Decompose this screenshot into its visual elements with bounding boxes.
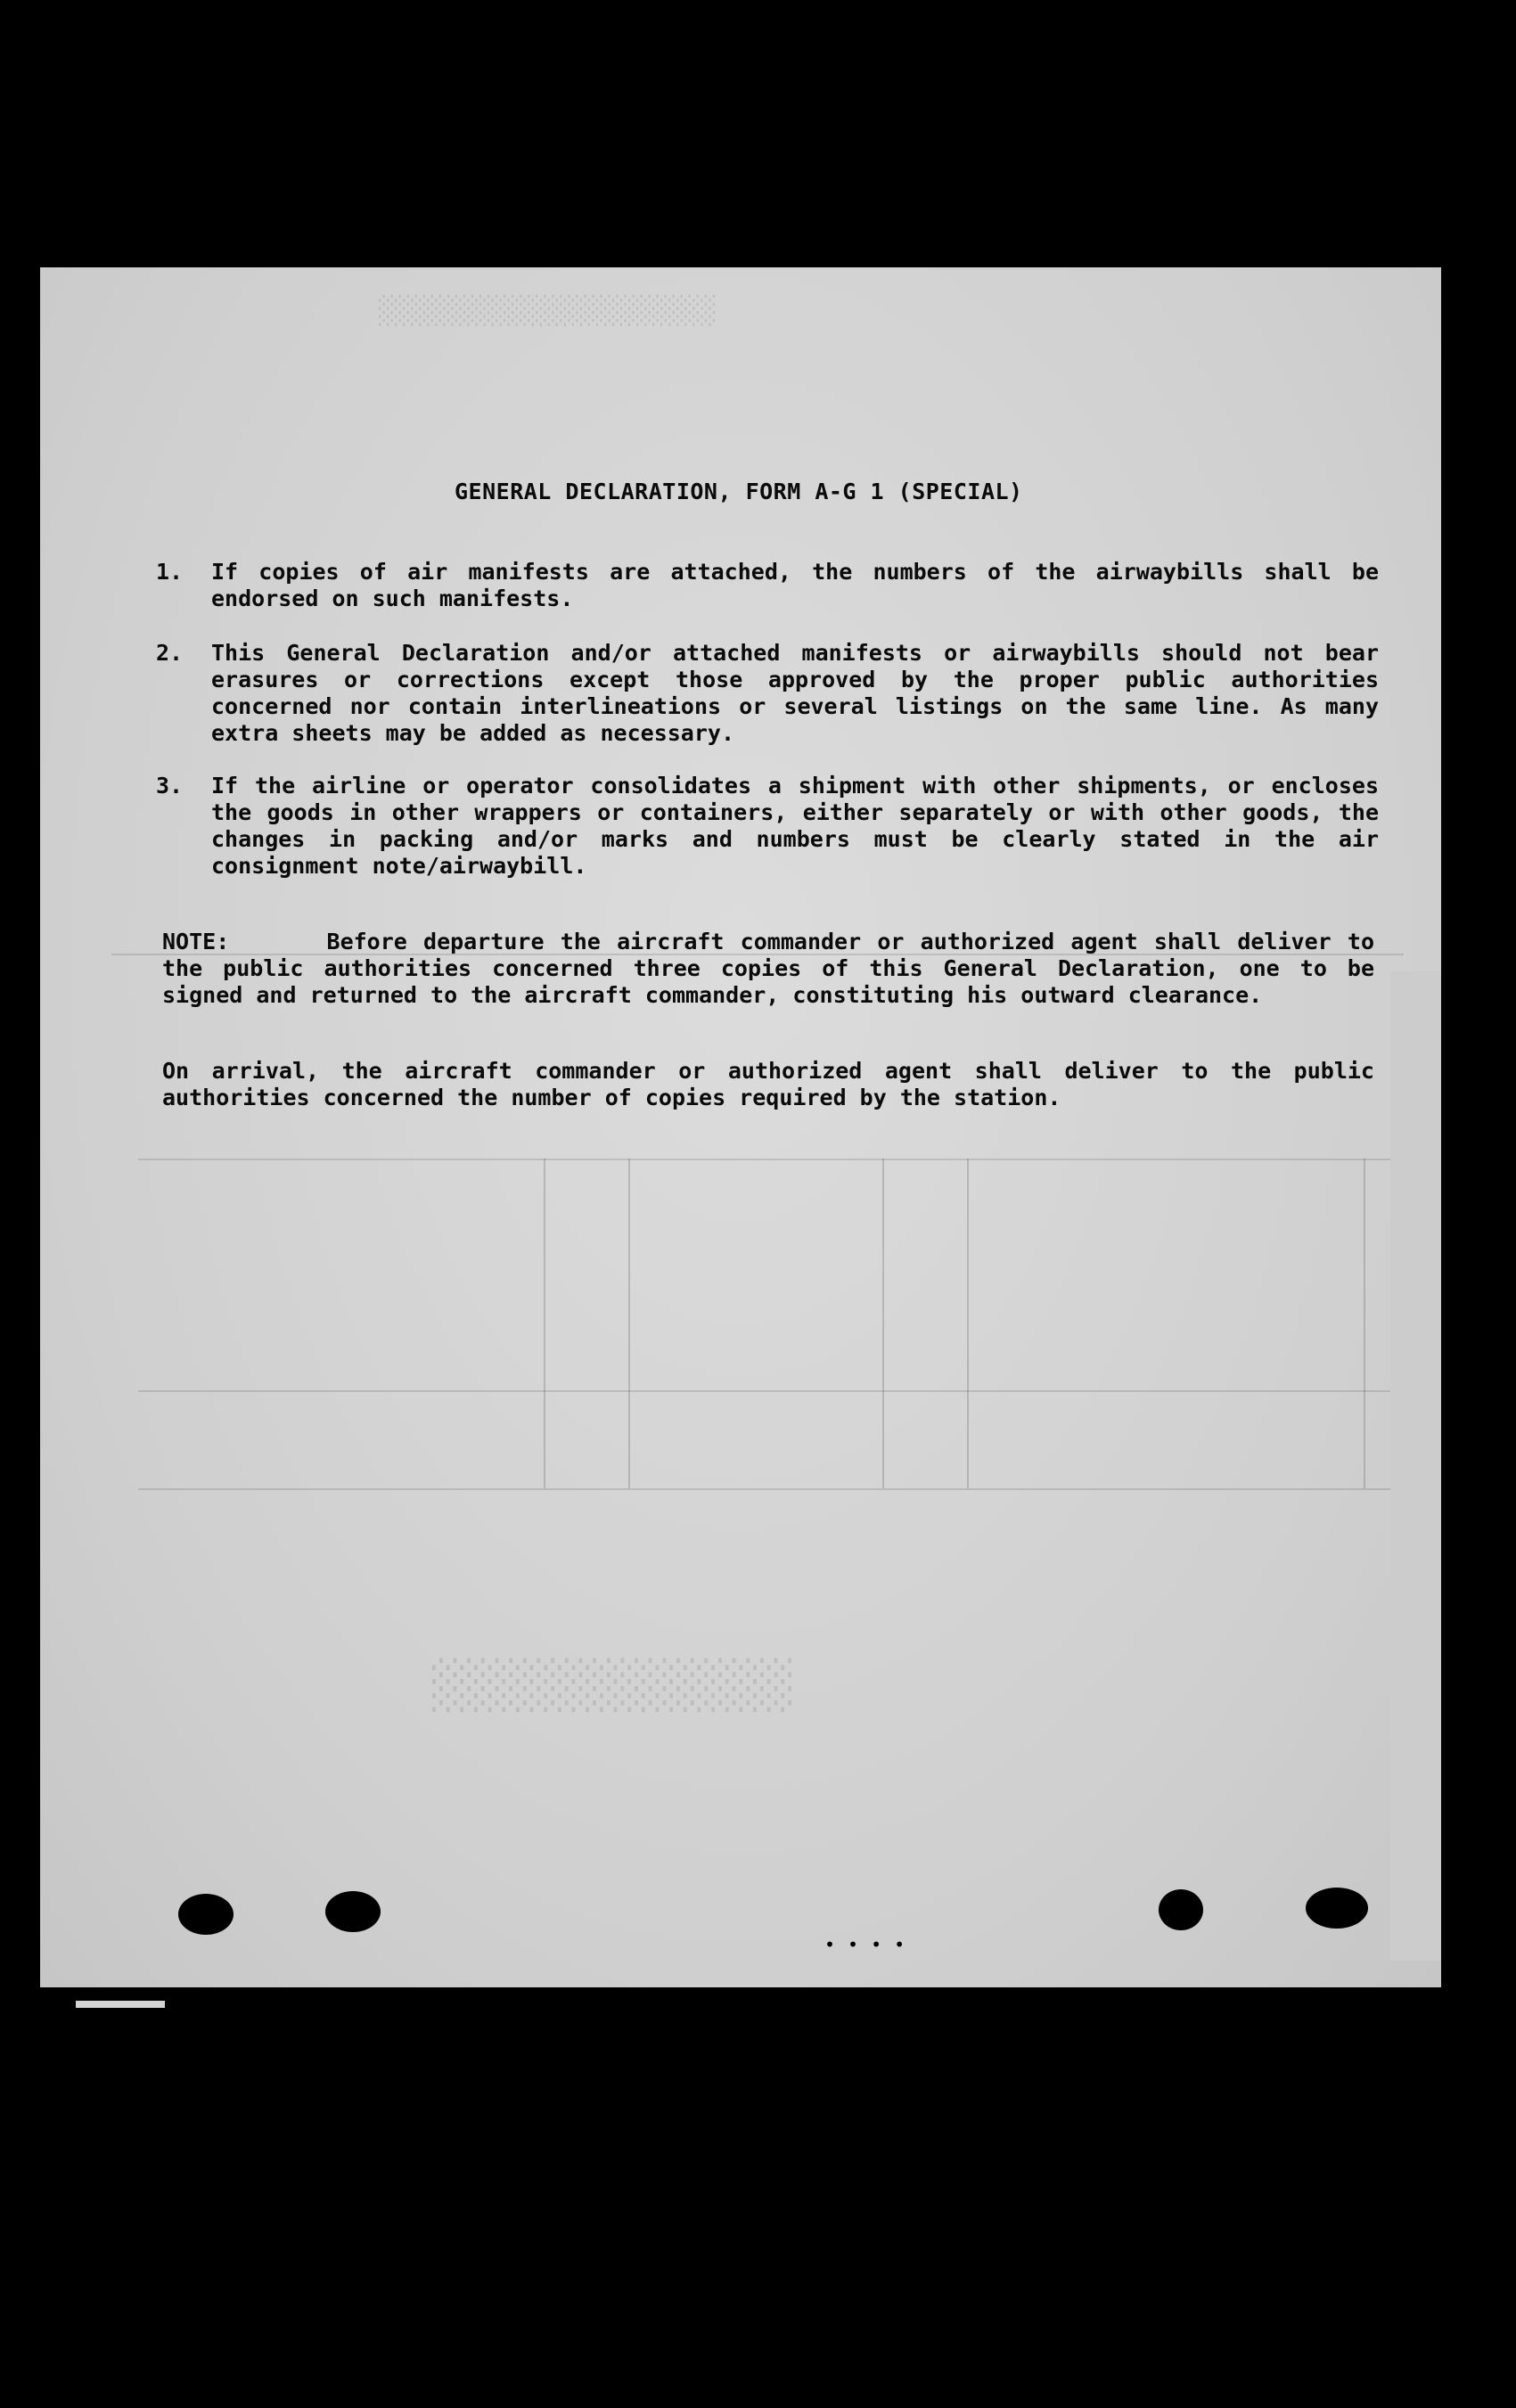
punch-hole (1159, 1889, 1203, 1930)
bleed-through-rule (628, 1159, 630, 1488)
item-number: 2. (156, 640, 184, 666)
punch-hole (1306, 1888, 1368, 1929)
item-text: This General Declaration and/or attached manifests or airwaybills should not bear erasures or corrections except those approved by the proper public authorities concerned nor contain interlineations or several listings on the same line. As many extra sheets may be added as necessary. (211, 640, 1379, 746)
bleed-through-text: ░░░░░░░░░░░░░ (432, 1658, 795, 1711)
punch-hole (325, 1891, 381, 1932)
bleed-through-rule (882, 1159, 884, 1488)
bleed-through-rule (967, 1159, 969, 1488)
bleed-through-rule (138, 1488, 1404, 1490)
bleed-through-rule (1364, 1159, 1365, 1488)
item-text: If copies of air manifests are attached, the numbers of the airwaybills shall be endorsed on such manifests. (211, 559, 1379, 611)
item-number: 1. (156, 559, 184, 585)
page-title: GENERAL DECLARATION, FORM A-G 1 (SPECIAL) (455, 479, 1023, 504)
item-text: If the airline or operator consolidates a shipment with other shipments, or encloses the goods in other wrappers or containers, either separately or with other goods, the changes in packing and/or marks and numbers must be clearly stated in the air consignment note/airwaybill. (211, 773, 1379, 879)
scan-speckles: •••• (824, 1934, 918, 1955)
bleed-through-rule (138, 1159, 1404, 1160)
item-number: 3. (156, 773, 184, 799)
document-page (40, 267, 1441, 1987)
scan-artifact (76, 2001, 165, 2008)
arrival-paragraph: On arrival, the aircraft commander or authorized agent shall deliver to the public authorities concerned the number of copies required by the station. (162, 1058, 1374, 1110)
page-edge-tab (1390, 971, 1441, 1961)
bleed-through-rule (138, 1390, 1404, 1392)
note-paragraph: NOTE: Before departure the aircraft commander or authorized agent shall deliver to the public authorities concerned three copies of this General Declaration, one to be signed and returned to the aircraft commander, constituting his outward clearance. (162, 929, 1389, 1008)
bleed-through-rule (544, 1159, 545, 1488)
bleed-through-text: ░░░░░░░░░░░░░░░░░░░░░ (379, 294, 717, 325)
punch-hole (178, 1894, 234, 1935)
